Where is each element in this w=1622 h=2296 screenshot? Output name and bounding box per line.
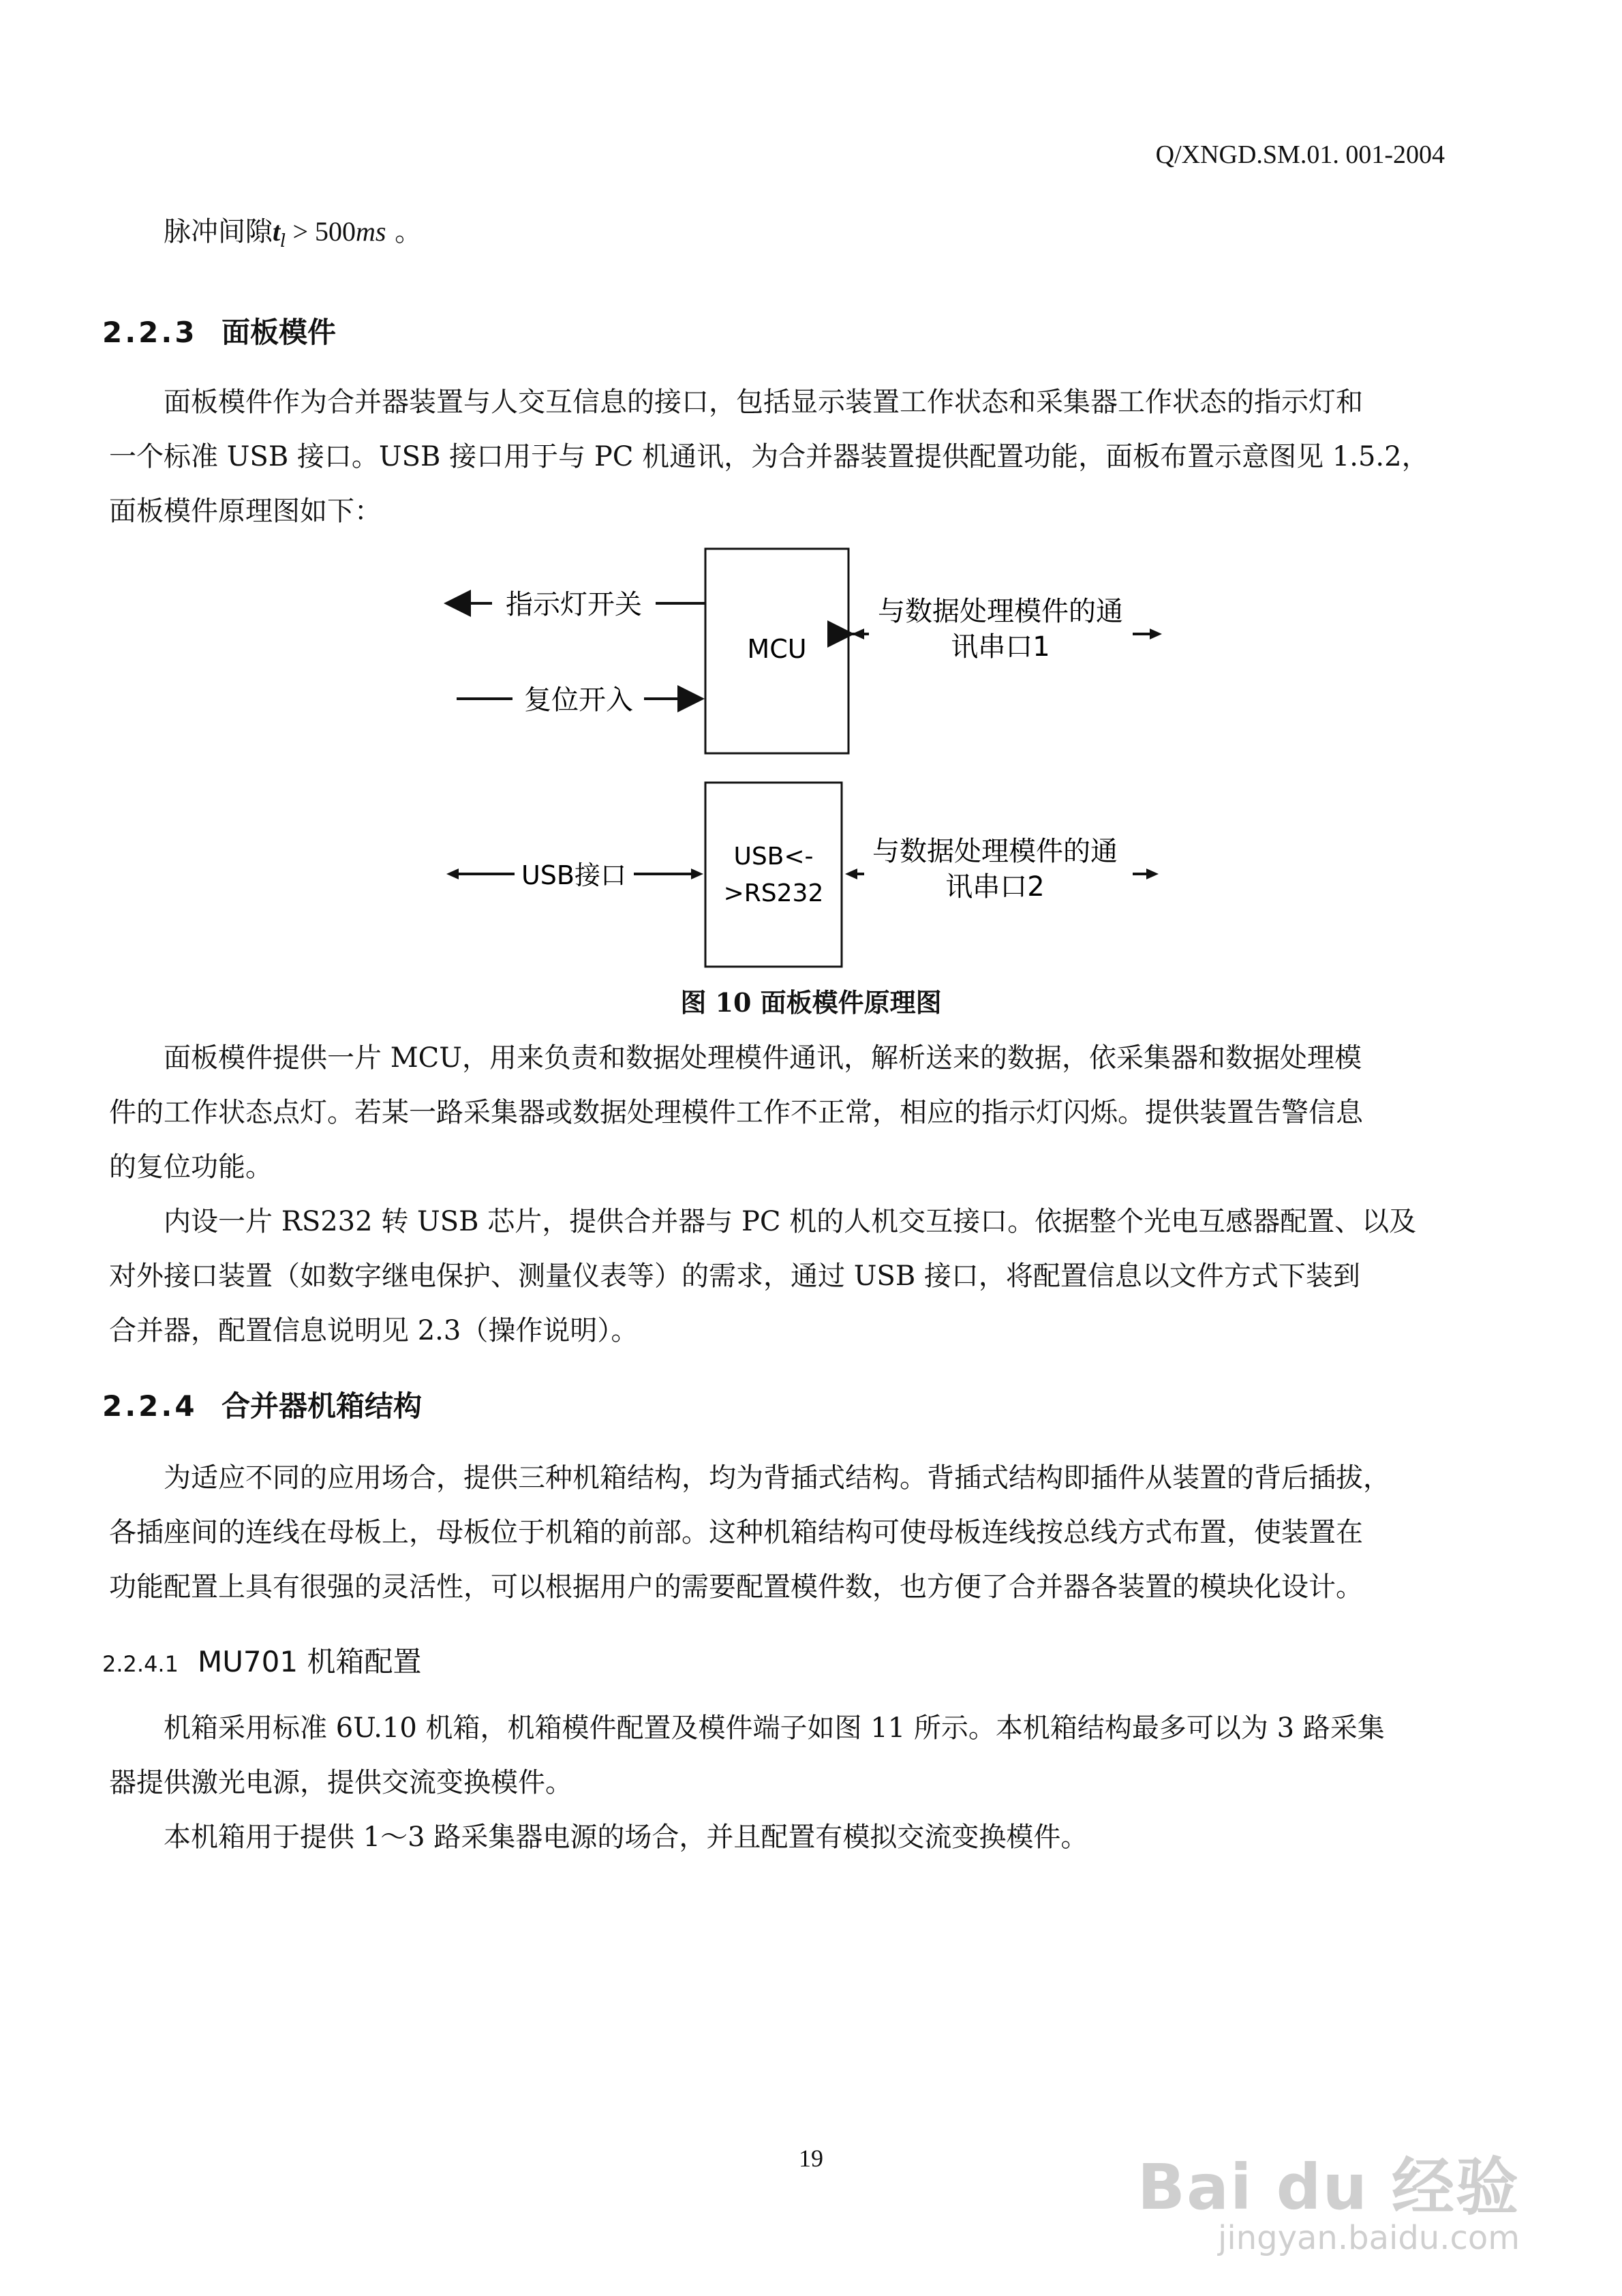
usb-box-line2: >RS232 xyxy=(723,879,824,907)
text-line: 合并器，配置信息说明见 2.3（操作说明）。 xyxy=(109,1315,639,1346)
math-var: t xyxy=(273,216,281,247)
text-line: 件的工作状态点灯。若某一路采集器或数据处理模件工作不正常，相应的指示灯闪烁。提供装置告警信息 xyxy=(109,1097,1363,1128)
indicator-switch-label: 指示灯开关 xyxy=(506,589,642,620)
section-number: 2.2.4.1 xyxy=(102,1651,179,1677)
text-line: 功能配置上具有很强的灵活性，可以根据用户的需要配置模件数，也方便了合并器各装置的模块化设计。 xyxy=(109,1571,1363,1603)
mu701-paragraph xyxy=(109,1701,1445,1810)
figure-caption: 图 10 面板模件原理图 xyxy=(680,987,942,1018)
text-line: 一个标准 USB 接口。USB 接口用于与 PC 机通讯，为合并器装置提供配置功能，面板布置示意图见 1.5.2， xyxy=(109,441,1429,472)
text-line: 本机箱用于提供 1～3 路采集器电源的场合，并且配置有模拟交流变换模件。 xyxy=(164,1822,1088,1853)
usb-rs232-box xyxy=(705,783,842,967)
serial2-label-line2: 讯串口2 xyxy=(945,871,1045,903)
section-number: 2.2.3 xyxy=(102,316,198,349)
text-line: 各插座间的连线在母板上，母板位于机箱的前部。这种机箱结构可使母板连线按总线方式布置，使装置在 xyxy=(109,1517,1363,1548)
math-rest: > 500 xyxy=(286,216,356,247)
panel-module-paragraph xyxy=(109,375,1445,539)
text-line: 对外接口装置（如数字继电保护、测量仪表等）的需求，通过 USB 接口，将配置信息以文件方式下装到 xyxy=(109,1260,1360,1292)
usb-chip-paragraph xyxy=(109,1194,1445,1358)
usb-box-line1: USB<- xyxy=(733,843,814,871)
watermark-logo: Bai du 经验 xyxy=(1137,2151,1520,2224)
page-number: 19 xyxy=(799,2145,823,2172)
text-line: 机箱采用标准 6U.10 机箱，机箱模件配置及模件端子如图 11 所示。本机箱结构最多可以为 3 路采集 xyxy=(164,1712,1385,1744)
usb-arrowhead-right xyxy=(691,868,703,879)
section-heading-2-2-3 xyxy=(102,310,336,351)
serial2-arrowhead-right xyxy=(1146,868,1159,879)
text-line: 器提供激光电源，提供交流变换模件。 xyxy=(109,1767,572,1798)
section-title: 合并器机箱结构 xyxy=(221,1389,423,1423)
mcu-label: MCU xyxy=(747,634,807,664)
text-line: 的复位功能。 xyxy=(109,1151,273,1183)
intro-suffix: 。 xyxy=(386,216,423,247)
text-line: 内设一片 RS232 转 USB 芯片，提供合并器与 PC 机的人机交互接口。依据整个光电互感器配置、以及 xyxy=(164,1206,1417,1237)
section-heading-2-2-4 xyxy=(102,1384,422,1425)
mcu-description-paragraph xyxy=(109,1031,1445,1194)
document-code: Q/XNGD.SM.01. 001-2004 xyxy=(1155,140,1445,169)
section-title: 面板模件 xyxy=(221,316,337,349)
chassis-structure-paragraph xyxy=(109,1451,1445,1614)
serial1-label-line1: 与数据处理模件的通 xyxy=(878,596,1123,627)
text-line: 面板模件作为合并器装置与人交互信息的接口，包括显示装置工作状态和采集器工作状态的指示灯和 xyxy=(164,387,1363,418)
math-unit: ms xyxy=(356,216,386,247)
text-line: 为适应不同的应用场合，提供三种机箱结构，均为背插式结构。背插式结构即插件从装置的背后插拔， xyxy=(164,1462,1390,1494)
math-sub: l xyxy=(280,231,286,252)
text-line: 面板模件提供一片 MCU，用来负责和数据处理模件通讯，解析送来的数据，依采集器和数据处理模 xyxy=(164,1042,1362,1074)
serial2-label-line1: 与数据处理模件的通 xyxy=(872,836,1118,867)
section-title: MU701 机箱配置 xyxy=(197,1645,422,1678)
pulse-interval-line xyxy=(109,205,1445,269)
usb-port-label: USB接口 xyxy=(521,860,627,890)
reset-input-label: 复位开入 xyxy=(524,684,633,716)
section-heading-2-2-4-1 xyxy=(102,1640,421,1680)
serial1-arrowhead-right xyxy=(1150,629,1162,639)
watermark-url: jingyan.baidu.com xyxy=(1218,2219,1520,2257)
intro-prefix: 脉冲间隙 xyxy=(164,216,273,247)
section-number: 2.2.4 xyxy=(102,1389,198,1423)
serial1-arrowhead-left xyxy=(852,629,864,639)
serial2-arrowhead-left xyxy=(845,868,857,879)
mu701-usage-paragraph xyxy=(109,1810,1445,1864)
text-line: 面板模件原理图如下： xyxy=(109,496,382,527)
panel-module-diagram xyxy=(0,532,1622,982)
serial1-label-line2: 讯串口1 xyxy=(951,631,1050,663)
